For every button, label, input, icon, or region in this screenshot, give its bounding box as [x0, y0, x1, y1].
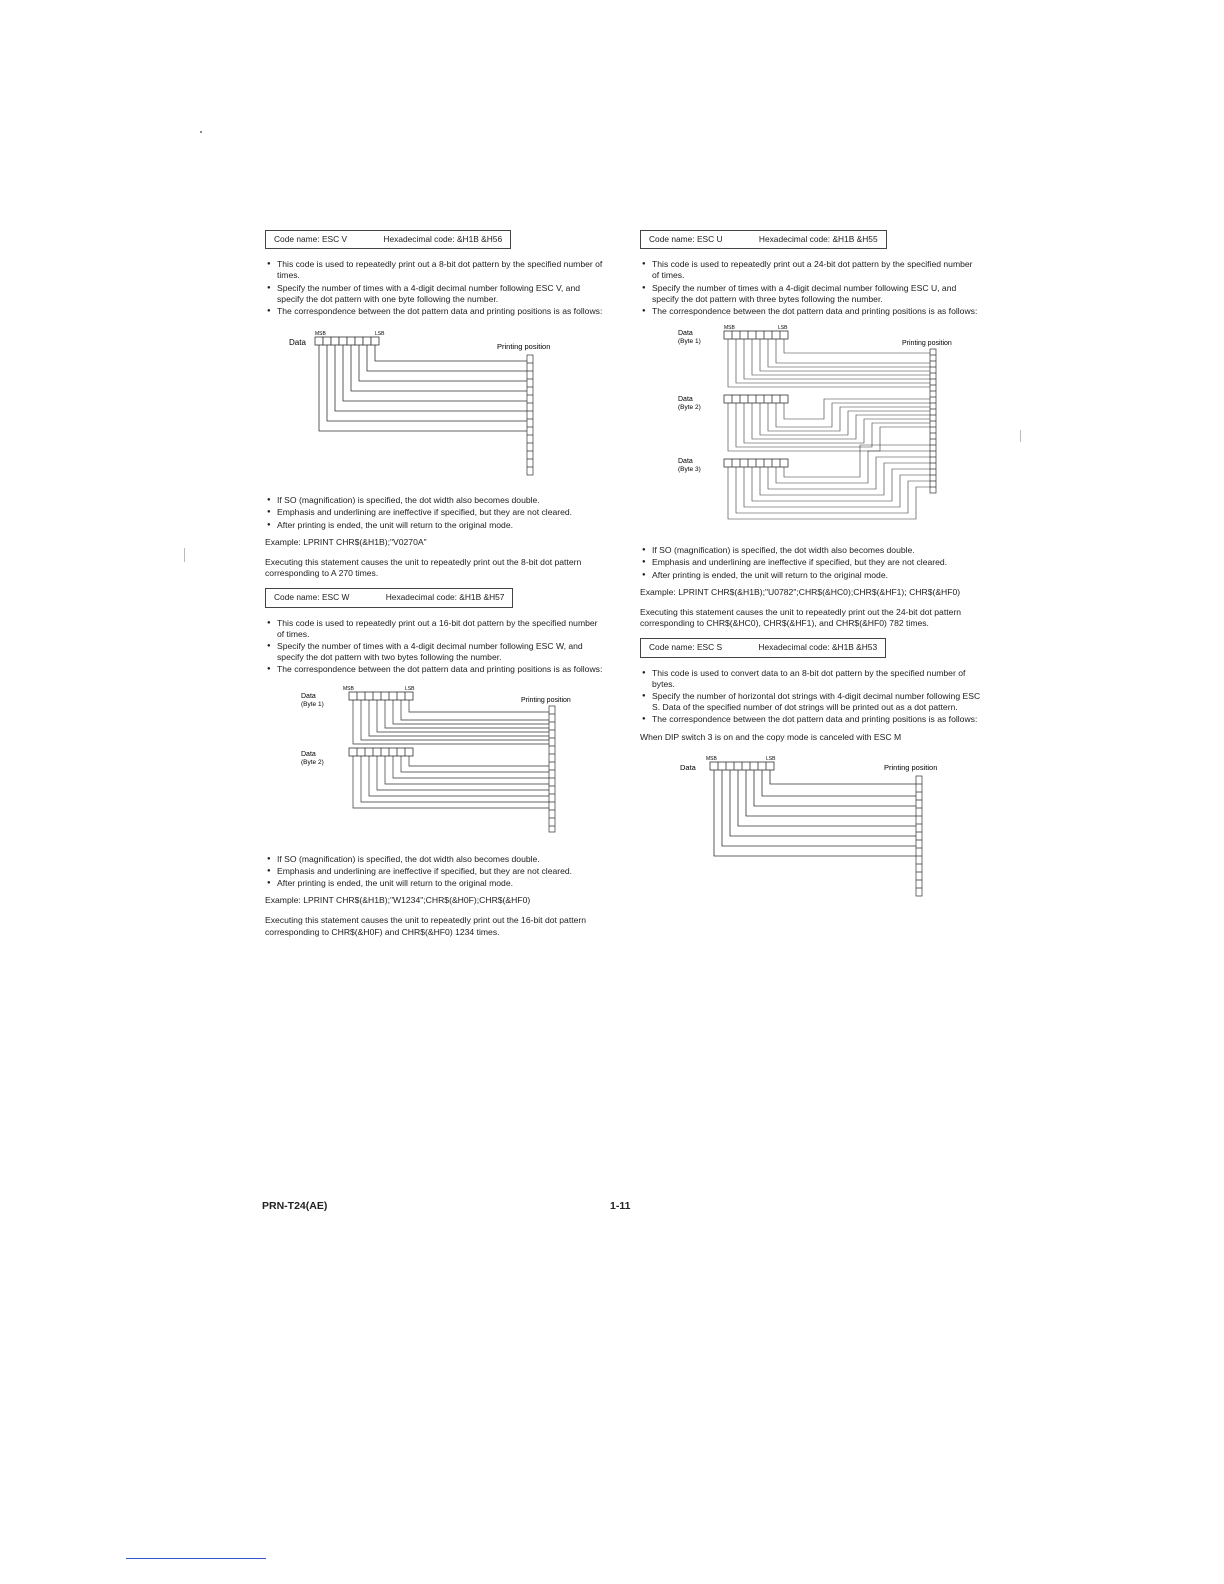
- data-label: Data: [301, 692, 316, 700]
- note-item: ● Emphasis and underlining are ineffective if specified, but they are not cleared.: [265, 507, 607, 518]
- note-item: ● After printing is ended, the unit will return to the original mode.: [265, 520, 607, 531]
- dot-pattern-diagram: [640, 323, 982, 533]
- byte-label: (Byte 2): [678, 404, 701, 412]
- msb-label: MSB: [706, 755, 717, 762]
- hex-code: Hexadecimal code: &H1B &H57: [385, 592, 505, 603]
- hex-code: Hexadecimal code: &H1B &H53: [758, 642, 878, 653]
- scan-mark: [184, 548, 185, 562]
- example-explanation: Executing this statement causes the unit to repeatedly print out the 24-bit dot pattern corresponding to CHR$(&HC0), CHR$(&HF1), and CHR$(&HF0) 782 times.: [640, 607, 962, 629]
- diagram-svg-24bit: [640, 323, 982, 533]
- bit-cells: [724, 331, 788, 467]
- scan-speck: [200, 131, 202, 133]
- bullet-item: ● The correspondence between the dot pattern data and printing positions is as follows:: [640, 306, 982, 317]
- esc-u-section: [640, 230, 982, 629]
- bullet-list: [640, 668, 982, 726]
- esc-v-section: [265, 230, 607, 579]
- data-label: Data: [289, 338, 306, 348]
- example-text: Example: LPRINT CHR$(&H1B);"W1234";CHR$(&H0F);CHR$(&HF0): [265, 895, 531, 906]
- note-item: ● After printing is ended, the unit will return to the original mode.: [640, 570, 982, 581]
- note-item: ● If SO (magnification) is specified, the dot width also becomes double.: [265, 854, 607, 865]
- printhead-pins: [930, 349, 936, 493]
- data-label: Data: [678, 330, 693, 338]
- diagram-svg-8bit: [265, 323, 607, 483]
- printhead-pins: [549, 706, 555, 832]
- diagram-svg-16bit: [265, 682, 607, 842]
- bullet-item: ● This code is used to convert data to an 8-bit dot pattern by the specified number of bytes.: [640, 668, 982, 690]
- link-underline: [126, 1558, 266, 1559]
- bullet-item: ● This code is used to repeatedly print out a 16-bit dot pattern by the specified number of times.: [265, 618, 607, 640]
- right-column: [640, 230, 982, 914]
- msb-label: MSB: [724, 325, 735, 332]
- esc-w-section: [265, 588, 607, 937]
- bullet-item: ● The correspondence between the dot pattern data and printing positions is as follows:: [640, 714, 982, 725]
- printing-position-label: Printing position: [884, 762, 938, 772]
- printing-position-label: Printing position: [497, 342, 551, 352]
- notes-list: [640, 545, 982, 581]
- example-explanation: Executing this statement causes the unit to repeatedly print out the 16-bit dot pattern corresponding to CHR$(&H0F) and CHR$(&HF0) 1234 times.: [265, 915, 587, 937]
- example-explanation: Executing this statement causes the unit to repeatedly print out the 8-bit dot pattern corresponding to A 270 times.: [265, 557, 582, 579]
- data-label: Data: [678, 396, 693, 404]
- lsb-label: LSB: [375, 331, 385, 338]
- code-header-box: [265, 588, 513, 607]
- msb-label: MSB: [315, 331, 326, 338]
- lsb-label: LSB: [766, 755, 776, 762]
- byte-label: (Byte 3): [678, 466, 701, 474]
- left-column: [265, 230, 607, 947]
- printhead-pins: [916, 776, 922, 896]
- bullet-item: ● This code is used to repeatedly print out a 24-bit dot pattern by the specified number of times.: [640, 259, 982, 281]
- connection-lines: [319, 345, 527, 431]
- connection-lines: [728, 339, 930, 519]
- diagram-svg-8bit-s: [640, 752, 982, 902]
- printing-position-label: Printing position: [902, 340, 952, 348]
- byte-label: (Byte 2): [301, 758, 324, 766]
- printing-position-label: Printing position: [521, 696, 571, 704]
- page-number: 1-11: [610, 1200, 631, 1212]
- dip-switch-note: When DIP switch 3 is on and the copy mode is canceled with ESC M: [640, 731, 902, 742]
- code-header-box: [640, 638, 886, 657]
- bullet-item: ● The correspondence between the dot pattern data and printing positions is as follows:: [265, 306, 607, 317]
- notes-list: [265, 495, 607, 531]
- bullet-item: ● This code is used to repeatedly print out a 8-bit dot pattern by the specified number of times.: [265, 259, 607, 281]
- code-name: Code name: ESC S: [649, 642, 723, 653]
- bit-cells: [315, 337, 379, 345]
- note-item: ● Emphasis and underlining are ineffective if specified, but they are not cleared.: [265, 866, 607, 877]
- bullet-list: [265, 618, 607, 676]
- dot-pattern-diagram: [265, 323, 607, 483]
- lsb-label: LSB: [405, 685, 415, 692]
- code-header-box: [265, 230, 511, 249]
- bullet-list: [265, 259, 607, 317]
- byte-label: (Byte 1): [301, 700, 324, 708]
- scan-mark: [1020, 430, 1021, 442]
- footer-model: PRN-T24(AE): [262, 1200, 328, 1212]
- data-label: Data: [678, 458, 693, 466]
- bullet-item: ● Specify the number of times with a 4-digit decimal number following ESC W, and specify the dot pattern with two bytes following the number.: [265, 641, 607, 663]
- code-header-box: [640, 230, 887, 249]
- note-item: ● If SO (magnification) is specified, the dot width also becomes double.: [265, 495, 607, 506]
- esc-s-section: [640, 638, 982, 901]
- dot-pattern-diagram: [265, 682, 607, 842]
- notes-list: [265, 854, 607, 890]
- example-text: Example: LPRINT CHR$(&H1B);"U0782";CHR$(&HC0);CHR$(&HF1); CHR$(&HF0): [640, 586, 961, 597]
- dot-pattern-diagram: [640, 752, 982, 902]
- note-item: ● If SO (magnification) is specified, the dot width also becomes double.: [640, 545, 982, 556]
- data-label: Data: [301, 750, 316, 758]
- code-name: Code name: ESC U: [649, 234, 723, 244]
- bit-cells: [710, 762, 774, 770]
- note-item: ● After printing is ended, the unit will return to the original mode.: [265, 878, 607, 889]
- lsb-label: LSB: [778, 325, 788, 332]
- printhead-pins: [527, 355, 533, 475]
- code-name: Code name: ESC W: [274, 592, 350, 603]
- example-text: Example: LPRINT CHR$(&H1B);"V0270A": [265, 536, 427, 547]
- note-item: ● Emphasis and underlining are ineffective if specified, but they are not cleared.: [640, 557, 982, 568]
- bullet-item: ● Specify the number of horizontal dot strings with 4-digit decimal number following ESC S. Data of the specified number of dot strings will be printed out as a dot pattern.: [640, 691, 982, 713]
- bullet-item: ● Specify the number of times with a 4-digit decimal number following ESC U, and specify the dot pattern with three bytes following the number.: [640, 283, 982, 305]
- hex-code: Hexadecimal code: &H1B &H55: [758, 234, 878, 244]
- connection-lines: [714, 770, 916, 856]
- byte-label: (Byte 1): [678, 338, 701, 346]
- bullet-item: ● The correspondence between the dot pattern data and printing positions is as follows:: [265, 664, 607, 675]
- bullet-item: ● Specify the number of times with a 4-digit decimal number following ESC V, and specify the dot pattern with one byte following the number.: [265, 283, 607, 305]
- msb-label: MSB: [343, 685, 354, 692]
- hex-code: Hexadecimal code: &H1B &H56: [383, 234, 503, 244]
- data-label: Data: [680, 762, 696, 772]
- bullet-list: [640, 259, 982, 317]
- code-name: Code name: ESC V: [274, 234, 348, 244]
